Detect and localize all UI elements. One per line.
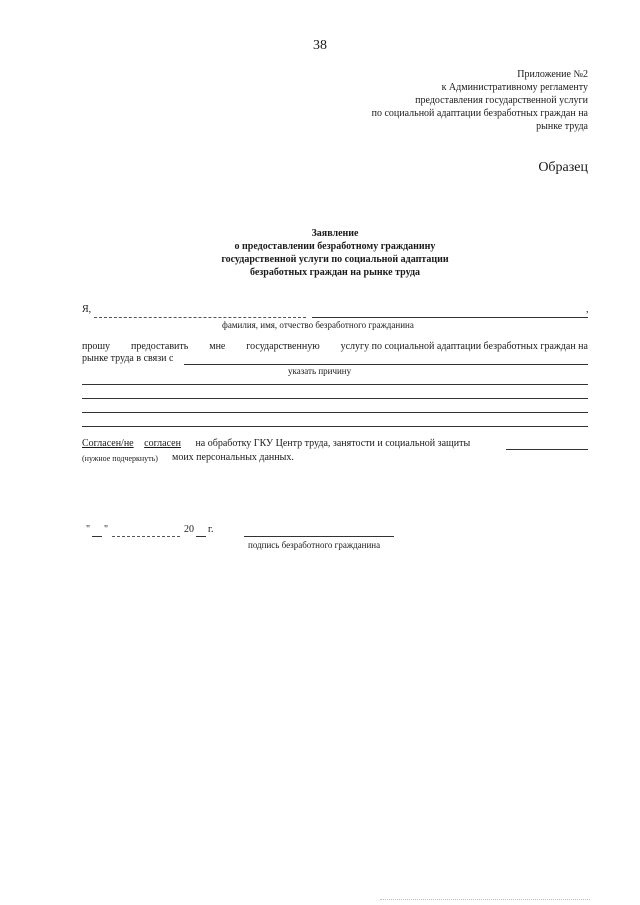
consent-agree[interactable]: Согласен/не	[82, 438, 134, 449]
request-word: государственную	[246, 341, 320, 352]
request-word: мне	[209, 341, 226, 352]
consent-note: (нужное подчеркнуть)	[82, 454, 158, 463]
name-caption: фамилия, имя, отчество безработного гражданина	[222, 320, 414, 330]
date-year-prefix: 20	[184, 524, 194, 535]
request-word: услугу по социальной адаптации безработных граждан на	[340, 341, 588, 352]
appendix-line: к Административному регламенту	[441, 82, 588, 93]
reason-line[interactable]	[82, 384, 588, 385]
title-line: безработных граждан на рынке труда	[249, 267, 420, 278]
date-month-field[interactable]	[112, 536, 180, 537]
consent-text-2: моих персональных данных.	[172, 452, 294, 463]
title-line: о предоставлении безработному гражданину	[234, 241, 436, 252]
appendix-line: по социальной адаптации безработных граждан на	[371, 108, 588, 119]
request-line-1	[82, 341, 588, 352]
appendix-line: предоставления государственной услуги	[415, 95, 588, 106]
scan-artifact	[380, 898, 590, 900]
reason-field[interactable]	[184, 364, 588, 365]
appendix-line: Приложение №2	[517, 69, 588, 80]
appendix-line: рынке труда	[536, 121, 588, 132]
name-field-dashed[interactable]	[94, 317, 306, 318]
page-number: 38	[313, 38, 327, 53]
appendix-block	[372, 68, 588, 133]
reason-line[interactable]	[82, 426, 588, 427]
date-day-field[interactable]	[92, 536, 102, 537]
date-year-field[interactable]	[196, 536, 206, 537]
date-year-suffix: г.	[208, 524, 214, 535]
date-close-quote: "	[104, 524, 109, 535]
request-word: прошу	[82, 341, 111, 352]
reason-line[interactable]	[82, 398, 588, 399]
consent-field[interactable]	[506, 449, 588, 450]
signature-caption: подпись безработного гражданина	[248, 540, 381, 550]
title-line: Заявление	[311, 228, 359, 239]
consent-line	[82, 438, 470, 449]
signature-field[interactable]	[244, 536, 394, 537]
date-open-quote: "	[86, 524, 91, 535]
request-line-2: рынке труда в связи с	[82, 353, 174, 364]
sample-label: Образец	[538, 160, 588, 175]
request-word: предоставить	[130, 341, 189, 352]
applicant-prefix: Я,	[82, 304, 92, 315]
document-title	[0, 227, 640, 279]
reason-caption: указать причину	[288, 366, 352, 376]
title-line: государственной услуги по социальной адаптации	[221, 254, 449, 265]
reason-line[interactable]	[82, 412, 588, 413]
consent-text: на обработку ГКУ Центр труда, занятости и социальной защиты	[195, 438, 471, 449]
consent-disagree[interactable]: согласен	[144, 438, 181, 449]
name-field[interactable]	[312, 317, 588, 318]
